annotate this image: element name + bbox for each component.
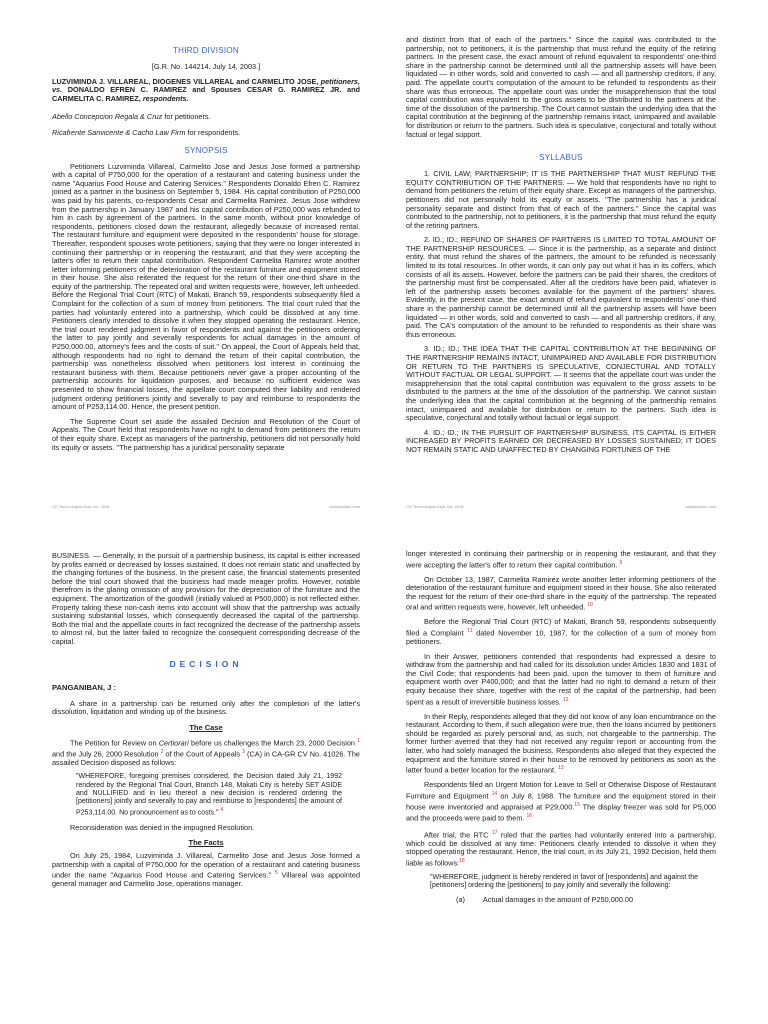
facts-continuation: longer interested in continuing their partnership or in reopening the restaurant, and that they were accepting the latter's offer to return their capital contribution. $^9$ <box>406 549 716 570</box>
counsel-respondents: Ricafrente Sanvicente & Cacho Law Firm for respondents. <box>52 127 241 137</box>
syllabus-item: 4. ID.; ID.; IN THE PURSUIT OF PARTNERSHIP BUSINESS, ITS CAPITAL IS EITHER INCREASED BY PROFITS EARNED OR DECREASED BY LOSSES SUSTAINED; IT DOES NOT REMAIN STATIC AND UNAFFECTED BY CHANGING FORTUNES OF THE <box>406 427 716 454</box>
judgment-item: (a) Actual damages in the amount of P250,000.00 <box>456 895 634 905</box>
synopsis-paragraph: The Supreme Court set aside the assailed Decision and Resolution of the Court of Appeals. The Court held that respondents have no right to demand from petitioners the return of their equity share. Except as managers of the partnership, petitioners did not personally hold its equity or assets. "The partnership has a juridical personality separate <box>52 416 360 452</box>
footnote-ref[interactable]: 16 <box>526 812 533 819</box>
footnote-ref[interactable]: 5 <box>274 870 278 877</box>
intro-paragraph: A share in a partnership can be returned only after the completion of the latter's dissolution, liquidation and winding up of the business. <box>52 698 360 717</box>
syllabus-item: 1. CIVIL LAW; PARTNERSHIP; IT IS THE PARTNERSHIP THAT MUST REFUND THE EQUITY CONTRIBUTION OF THE PARTNERS. — We hold that respondents have no right to demand from petitioners the return of their equity share. Except as managers of the partnership, petitioners did not personally hold its equity or assets. "The partnership has a juridical personality separate and distinct from that of each of the partners." Since the capital was contributed to the partnership, not to petitioners, it is the partnership that must refund the equity of the retiring partners. <box>406 169 716 230</box>
recon-paragraph: Reconsideration was denied in the impugned Resolution. <box>70 822 255 832</box>
syllabus-heading: SYLLABUS <box>539 153 583 163</box>
paragraph: On October 13, 1987, Carmelita Ramirez wrote another letter informing petitioners of the deterioration of the restaurant furniture and equipment stored in their house. She also reiterated the request for the return of their one-third share in the equity of the partnership. The repeated oral and written requests were, however, left unheeded. $^{10}$ <box>406 574 716 612</box>
syllabus-item: 3. ID.; ID.; THE IDEA THAT THE CAPITAL CONTRIBUTION AT THE BEGINNING OF THE PARTNERSHIP REMAINS INTACT, UNIMPAIRED AND AVAILABLE FOR DISTRIBUTION OR RETURN TO THE PARTNERS IS SPECULATIVE, CONJECTURAL AND TOTALLY WITHOUT FACTUAL OR LEGAL SUPPORT. — It seems that the appellate court was under the misapprehension that the total capital contribution was equivalent to the gross assets to be distributed to the partners at the time of the dissolution of the partnership. We cannot sustain the underlying idea that the capital contribution at the beginning of the partnership remains intact, unimpaired and available for distribution or return to the partners. Such idea is speculative, conjectural and totally without factual or legal support. <box>406 344 716 423</box>
paragraph: In their Reply, respondents alleged that they did not know of any loan encumbrance on the restaurant. According to them, if such allegation were true, then the loans incurred by petitioners should be regarded as purely personal and, as such, not chargeable to the partnership. The former further averred that they had not received any regular report or accounting from the latter, who had solely managed the business. Respondents also alleged that they expected the equipment and the furniture stored in their house to be removed by petitioners as soon as the latter found a better location for the restaurant. $^{13}$ <box>406 711 716 775</box>
footnote-ref[interactable]: 2 <box>160 748 164 755</box>
synopsis-continuation: and distinct from that of each of the partners." Since the capital was contributed to the partnership, not to petitioners, it is the partnership that must refund the equity of the retiring partners. In the present case, the exact amount of refund equivalent to respondents' one-third share in the partnership cannot be determined until all the partnership assets will have been liquidated — in other words, sold and converted to cash — and all partnership creditors, if any, paid. The appellate court's computation of the amount to be refunded to respondents as their share was thus erroneous. The appellate court was under the misapprehension that the total capital contribution was equivalent to the gross assets to be distributed to the partners at the time of the dissolution of the partnership. The Court cannot sustain the underlying idea that the capital contribution at the beginning of the partnership remains intact, unimpaired and available for distribution or return to the partners. Such idea is speculative, conjectural and totally without factual or legal support. <box>406 35 716 139</box>
decision-heading: DECISION <box>169 658 243 669</box>
page-footer: CD Technologies Asia, Inc. 2018 cdasiaonline.com <box>406 504 716 509</box>
case-paragraph: The Petition for Review on Certiorari before us challenges the March 23, 2000 Decision $^1$ and the July 26, 2000 Resolution $^2$ of the Court of Appeals $^3$ (CA) in CA-GR CV No. 41026. The assailed Decision disposed as follows: <box>52 737 360 767</box>
footnote-ref[interactable]: 3 <box>242 748 245 755</box>
synopsis-paragraph: Petitioners Luzviminda Villareal, Carmelito Jose and Jesus Jose formed a partnership with a capital of P750,000 for the operation of a restaurant and catering business under the name "Aquarius Food House and Catering Services." Respondents Donaldo Efren C. Ramirez joined as a partner in the business on September 5, 1984. His capital contribution of P250,000 was paid by his parents, co-respondents Cesar and Carmelita Ramirez. Jesus Jose withdrew from the partnership in January 1987 and his capital contribution of P250,000 was refunded to him in cash by agreement of the partners. In the same month, without prior knowledge of respondents, petitioners closed down the restaurant, allegedly because of increased rental. The restaurant furniture and equipment were deposited in the respondents' house for storage. Thereafter, respondent spouses wrote petitioners, saying that they were no longer interested in continuing their partnership or in reopening the restaurant, and that they were accepting the latter's offer to return their capital contribution. Respondent Carmelita Ramirez wrote another letter informing petitioners of the deterioration of the restaurant furniture and equipment stored in their house. She also reiterated the request for the return of their one-third share in the equity of the partnership. The repeated oral and written requests were, however, left unheeded. Before the Regional Trial Court (RTC) of Makati, Branch 59, respondents subsequently filed a Complaint for the collection of a sum of money from petitioners. The trial court ruled that the parties had voluntarily entered into a partnership, which could be dissolved at any time. Petitioners clearly intended to dissolve it when they stopped operating the restaurant. Hence, the trial court rendered judgment in favor of respondents and against the petitioners ordering the latter to pay jointly and severally respondents for actual damages in the amount of P250,000.00, attorney's fees and the costs of suit." On appeal, the Court of Appeals held that, although respondents had no right to demand the return of their capital contribution, the partnership was nonetheless dissolved when petitioners lost interest in continuing the restaurant business with them. Because petitioners never gave a proper accounting of the partnership accounts for liquidation purposes, and because no sufficient evidence was presented to show financial losses, the appellate court computed their liability and rendered judgment ordering petitioners jointly and severally to pay and reimburse to respondents the amount of P253,114.00. Hence, the present petition. <box>52 161 360 412</box>
case-parties: LUZVIMINDA J. VILLAREAL, DIOGENES VILLAREAL and CARMELITO JOSE, petitioners, vs. DONALDO EFREN C. RAMIREZ and Spouses CESAR G. RAMIREZ JR. and CARMELITA C. RAMIREZ, respondents. <box>52 76 360 103</box>
paragraph: Respondents filed an Urgent Motion for Leave to Sell or Otherwise Dispose of Restaurant Furniture and Equipment $^{14}$ on July 8, 1988. The furniture and the equipment stored in their house were inventoried and appraised at P29,000.15 The display freezer was sold for P5,000 and the proceeds were paid to them. $^{16}$ <box>406 780 716 823</box>
footnote-ref[interactable]: 14 <box>491 790 498 797</box>
synopsis-heading: SYNOPSIS <box>184 145 228 155</box>
ponente: PANGANIBAN, J : <box>52 682 116 692</box>
footnote-ref[interactable]: 11 <box>467 628 473 634</box>
page-4 <box>384 512 768 1024</box>
footnote-ref[interactable]: 9 <box>619 559 623 566</box>
footnote-ref[interactable]: 17 <box>491 829 498 836</box>
counsel-petitioners: Abello Concepcion Regala & Cruz for petitioners. <box>52 112 211 122</box>
footnote-ref[interactable]: 13 <box>558 765 564 772</box>
block-quote: "WHEREFORE, foregoing premises considered, the Decision dated July 21, 1992 rendered by the Regional Trial Court, Branch 148, Makati City is hereby SET ASIDE and NULLIFIED and in lieu thereof a new decision is rendered ordering the [petitioners] jointly and severally to pay and reimburse to [respondents] the amount of P253,114.00. No pronouncement as to costs." $^4$ <box>76 773 342 817</box>
facts-heading: The Facts <box>188 838 224 848</box>
page-3 <box>0 512 384 1024</box>
gr-number: [G.R. No. 144214. July 14, 2003.] <box>151 62 261 71</box>
block-quote: "WHEREFORE, judgment is hereby rendered in favor of [respondents] and against the [petitioners] ordering the [petitioners] to pay jointly and severally the following: <box>430 874 698 890</box>
facts-paragraph: On July 25, 1984, Luzviminda J. Villareal, Carmelito Jose and Jesus Jose formed a partnership with a capital of P750,000 for the operation of a restaurant and catering business under the name "Aquarius Food House and Catering Services." $^5$ Villareal was appointed general manager and Carmelito Jose, operations manager. <box>52 851 360 889</box>
case-heading: The Case <box>189 722 223 732</box>
footnote-ref[interactable]: 18 <box>459 858 465 865</box>
footnote-ref[interactable]: 15 <box>574 801 580 808</box>
paragraph: After trial, the RTC $^{17}$ ruled that the parties had voluntarily entered into a partnership, which could be dissolved at any time. Petitioners clearly intended to dissolve it when they stopped operating the restaurant. Hence, the trial court, in its July 21, 1992 Decision, held them liable as follows:$^{18}$ <box>406 829 716 868</box>
syllabus-continuation: BUSINESS. — Generally, in the pursuit of a partnership business, its capital is either increased by profits earned or decreased by losses sustained. It does not remain static and unaffected by the changing fortunes of the business. In the present case, the financial statements presented before the trial court showed that the business had made meager profits. However, notable therefrom is the glaring omission of any provision for the depreciation of the furniture and the equipment. The amortization of the goodwill (initially valued at P500,000) is not reflected either. Properly taking these non-cash items into account will show that the partnership was actually sustaining substantial losses, which consequently decreased the capital of the partnership. Both the trial and the appellate courts in fact recognized the decrease of the partnership assets to almost nil, but the latter failed to recognize the consequent corresponding decrease of the capital. <box>52 551 360 646</box>
paragraph: Before the Regional Trial Court (RTC) of Makati, Branch 59, respondents subsequently filed a Complaint $^{11}$ dated November 10, 1987, for the collection of a sum of money from petitioners. <box>406 617 716 647</box>
footnote-ref[interactable]: 10 <box>587 602 593 609</box>
page-footer: CD Technologies Asia, Inc. 2018 cdasiaonline.com <box>52 504 360 509</box>
footnote-ref[interactable]: 4 <box>220 807 224 814</box>
syllabus-item: 2. ID.; ID.; REFUND OF SHARES OF PARTNERS IS LIMITED TO TOTAL AMOUNT OF THE PARTNERSHIP RESOURCES. — Since it is the partnership, as a separate and distinct entity, that must refund the shares of the partners, the amount to be refunded is necessarily limited to its total resources. In other words, it can only pay out what it has in its coffers, which consists of all its assets. However, before the partners can be paid their shares, the creditors of the partnership must first be compensated. After all the creditors have been paid, whatever is left of the partnership assets becomes available for the payment of the partners' shares. Evidently, in the present case, the exact amount of refund equivalent to respondents' one-third share in the partnership cannot be determined until all the partnership assets will have been liquidated — in other words, sold and converted to cash — and all partnership creditors, if any, paid. The CA's computation of the amount to be refunded to respondents as their share was thus erroneous. <box>406 235 716 339</box>
footnote-ref[interactable]: 12 <box>562 696 569 703</box>
footnote-ref[interactable]: 1 <box>357 737 360 744</box>
page-1 <box>0 0 384 512</box>
paragraph: In their Answer, petitioners contended that respondents had expressed a desire to withdraw from the partnership and had called for its dissolution under Articles 1830 and 1831 of the Civil Code; that respondents had been paid, upon the turnover to them of furniture and equipment worth over P400,000; and that the latter had no right to demand a return of their equity because their share, together with the rest of the capital of the partnership, had been spent as a result of irreversible business losses. $^{12}$ <box>406 651 716 706</box>
page-2 <box>384 0 768 512</box>
division-heading: THIRD DIVISION <box>173 46 239 55</box>
